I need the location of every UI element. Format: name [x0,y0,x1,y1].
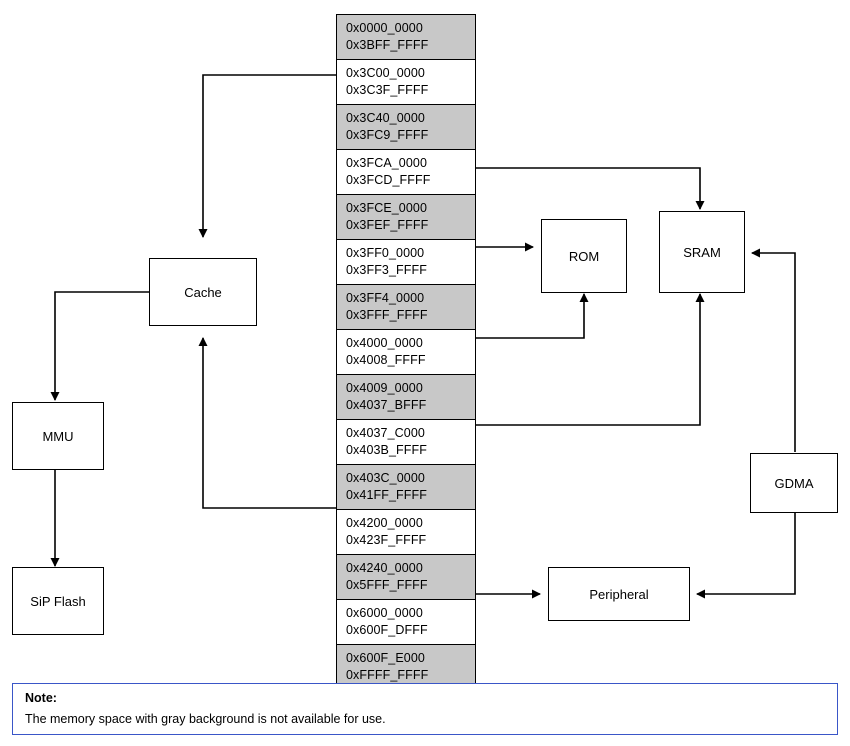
block-sip-flash[interactable] [12,567,104,635]
memory-row [337,285,475,330]
memory-row-start: 0x3C00_0000 [346,66,425,80]
memory-row-start: 0x4240_0000 [346,561,423,575]
memory-row-end: 0x600F_DFFF [346,623,428,637]
block-mmu[interactable] [12,402,104,470]
memory-row-start: 0x4009_0000 [346,381,423,395]
memory-row-end: 0x3C3F_FFFF [346,83,429,97]
block-mmu-label: MMU [42,428,74,444]
memory-row-end: 0x3FEF_FFFF [346,218,429,232]
memory-address-column [336,14,476,690]
memory-row-start: 0x3FF0_0000 [346,246,425,260]
block-rom-label: ROM [568,248,600,264]
memory-row-start: 0x3C40_0000 [346,111,425,125]
memory-row-end: 0x41FF_FFFF [346,488,427,502]
note-title: Note: [25,691,57,705]
block-cache[interactable] [149,258,257,326]
memory-row-end: 0x3FF3_FFFF [346,263,427,277]
memory-row [337,240,475,285]
memory-row-start: 0x403C_0000 [346,471,425,485]
note-text: The memory space with gray background is not available for use. [25,712,386,726]
block-sram-label: SRAM [683,244,721,260]
memory-row [337,420,475,465]
memory-row-start: 0x4037_C000 [346,426,425,440]
block-cache-label: Cache [184,284,222,300]
memory-row-end: 0x4037_BFFF [346,398,427,412]
memory-row [337,600,475,645]
memory-row-start: 0x3FCE_0000 [346,201,428,215]
memory-row-end: 0x3FC9_FFFF [346,128,429,142]
memory-row [337,15,475,60]
memory-row-start: 0x4200_0000 [346,516,423,530]
memory-row [337,465,475,510]
memory-row [337,60,475,105]
memory-row-end: 0x4008_FFFF [346,353,426,367]
memory-row [337,105,475,150]
memory-row-end: 0x3FFF_FFFF [346,308,428,322]
block-peripheral[interactable] [548,567,690,621]
memory-row [337,195,475,240]
memory-row-start: 0x3FCA_0000 [346,156,428,170]
memory-row-end: 0x5FFF_FFFF [346,578,428,592]
memory-row-end: 0x423F_FFFF [346,533,427,547]
memory-row-end: 0x3FCD_FFFF [346,173,431,187]
block-sip-flash-label: SiP Flash [30,593,86,609]
block-peripheral-label: Peripheral [589,586,649,602]
memory-row-start: 0x4000_0000 [346,336,423,350]
memory-row [337,555,475,600]
block-rom[interactable] [541,219,627,293]
block-gdma-label: GDMA [774,475,814,491]
memory-row [337,375,475,420]
memory-row-end: 0x403B_FFFF [346,443,427,457]
memory-row-start: 0x6000_0000 [346,606,423,620]
memory-row-end: 0xFFFF_FFFF [346,668,429,682]
memory-row [337,510,475,555]
memory-row-end: 0x3BFF_FFFF [346,38,429,52]
block-sram[interactable] [659,211,745,293]
block-gdma[interactable] [750,453,838,513]
memory-row-start: 0x3FF4_0000 [346,291,425,305]
note-box [12,683,838,735]
memory-row [337,330,475,375]
memory-row-start: 0x600F_E000 [346,651,425,665]
memory-row-start: 0x0000_0000 [346,21,423,35]
memory-row [337,150,475,195]
